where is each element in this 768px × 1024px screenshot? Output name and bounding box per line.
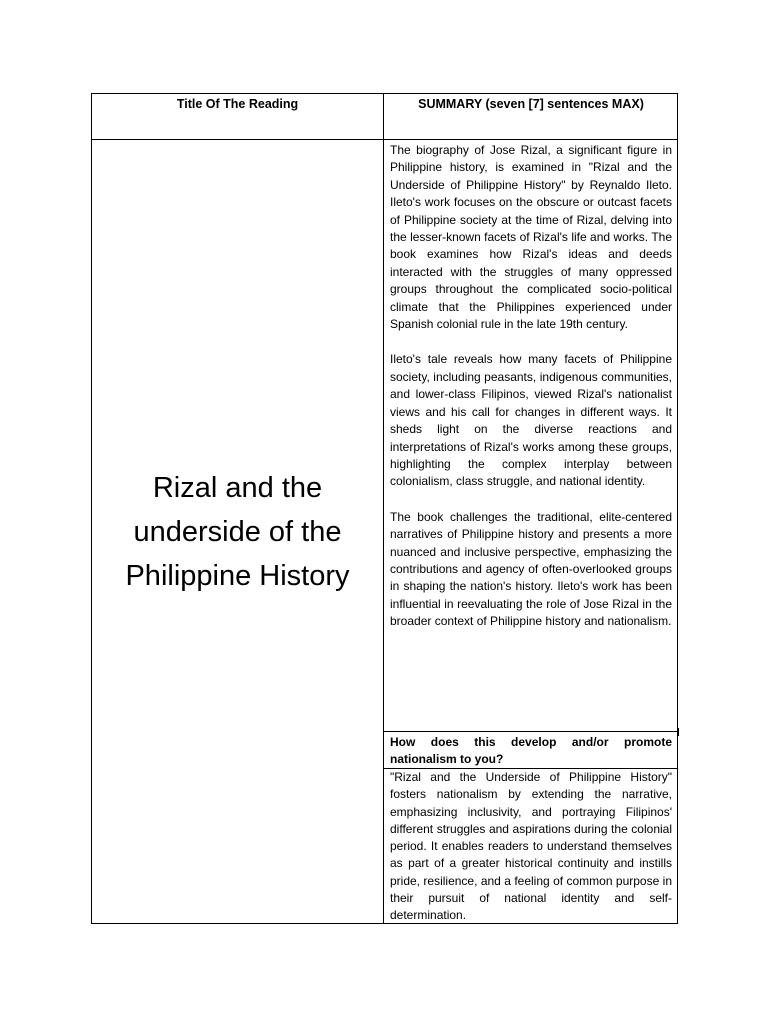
summary-paragraph-2: Ileto's tale reveals how many facets of Philippine society, including peasants, indigenous communities, and lower-class Filipinos, viewed Rizal's nationalist views and his call for changes in different ways. It sheds light on the diverse reactions and interpretations of Rizal's works among these groups, highlighting the complex interplay between colonialism, class struggle, and national identity. (390, 352, 672, 489)
summary-cell (384, 140, 678, 770)
reading-summary-table (91, 93, 678, 924)
reading-title-cell (92, 140, 383, 924)
answer-cell (384, 769, 678, 923)
question-left-tick (383, 728, 384, 736)
nationalism-question: How does this develop and/or promote nationalism to you? (390, 735, 672, 766)
question-cell (384, 731, 678, 768)
header-summary: SUMMARY (seven [7] sentences MAX) (418, 97, 644, 111)
reading-title: Rizal and the underside of the Philippine History (125, 472, 350, 592)
header-title-of-reading: Title Of The Reading (176, 97, 299, 111)
summary-paragraph-1: The biography of Jose Rizal, a significant figure in Philippine history, is examined in "Rizal and the Underside of Philippine History" by Reynaldo Ileto. Ileto's work focuses on the obscure or outcast facets of Philippine society at the time of Rizal, delving into the lesser-known facets of Rizal's life and works. The book examines how Rizal's ideas and deeds interacted with the struggles of many oppressed groups throughout the complicated socio-political climate that the Philippines experienced under Spanish colonial rule in the late 19th century. (390, 143, 672, 332)
summary-paragraph-3: The book challenges the traditional, elite-centered narratives of Philippine history and presents a more nuanced and inclusive perspective, emphasizing the contributions and agency of often-overlooked groups in shaping the nation's history. Ileto's work has been influential in reevaluating the role of Jose Rizal in the broader context of Philippine history and nationalism. (390, 509, 672, 629)
question-right-tick (678, 728, 679, 736)
nationalism-answer: "Rizal and the Underside of Philippine History" fosters nationalism by extending the narrative, emphasizing inclusivity, and portraying Filipinos' different struggles and aspirations during the colonial period. It enables readers to understand themselves as part of a greater historical continuity and instills pride, resilience, and a feeling of common purpose in their pursuit of national identity and self-determination. (390, 770, 672, 923)
